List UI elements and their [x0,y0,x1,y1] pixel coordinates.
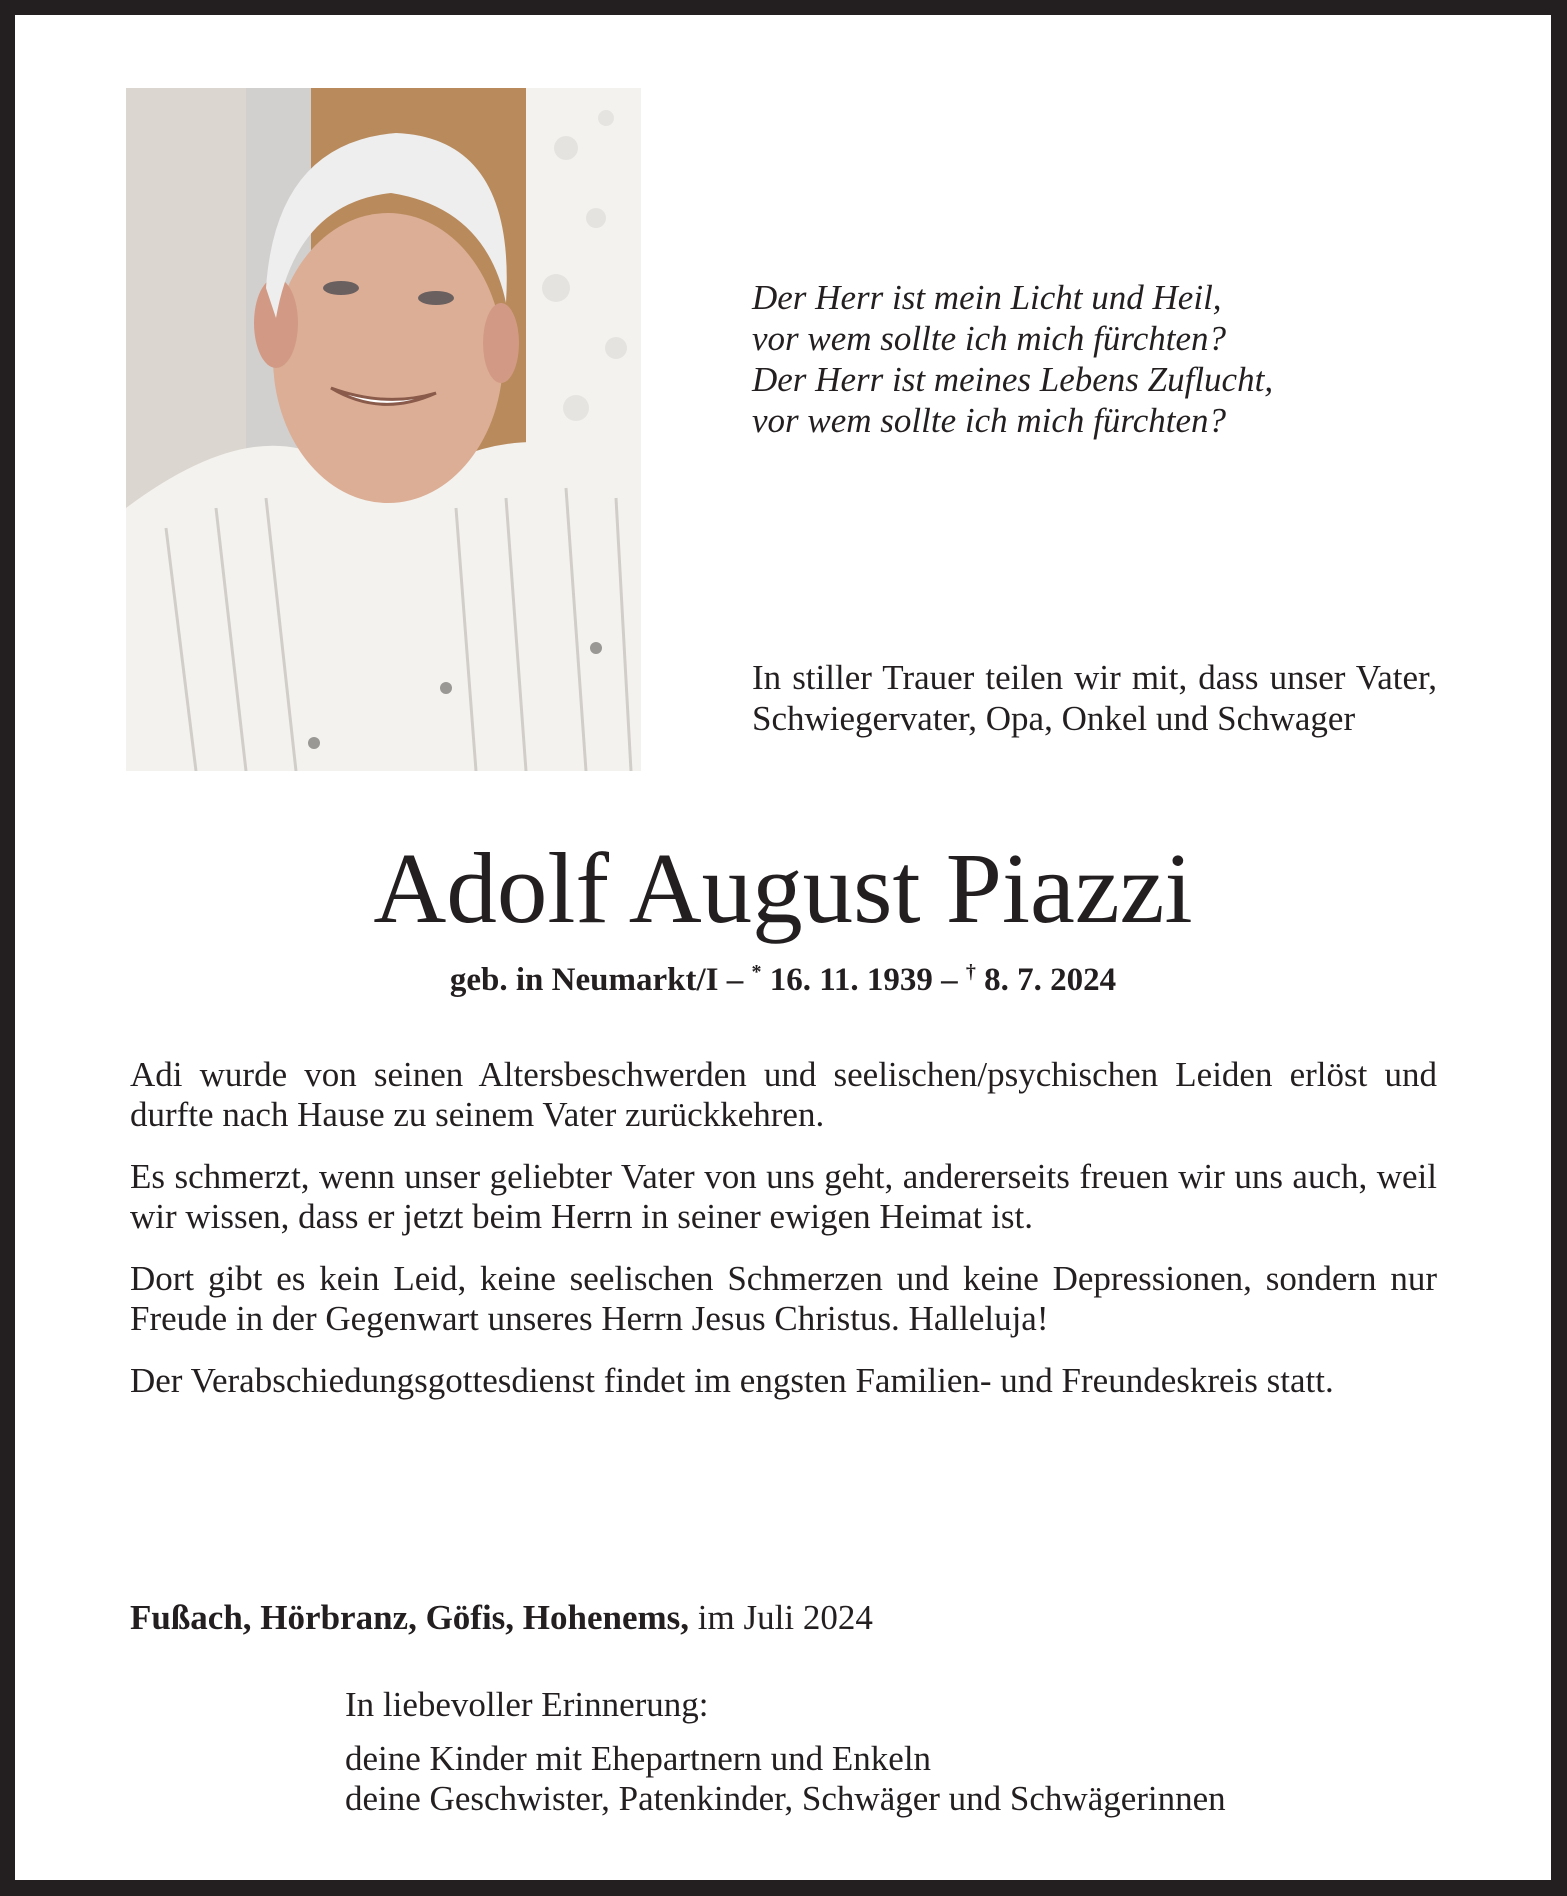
obituary-body [130,1055,1437,1423]
birth-star-icon: * [751,961,762,983]
body-paragraph: Adi wurde von seinen Altersbeschwerden und seelischen/psychischen Leiden erlöst und durfte nach Hause zu seinem Vater zurückkehren. [130,1055,1437,1134]
separator: – [718,962,752,998]
separator: – [932,962,966,998]
body-paragraph: Dort gibt es kein Leid, keine seelischen Schmerzen und keine Depressionen, sondern nur Freude in der Gegenwart unseres Herrn Jesus Christus. Halleluja! [130,1259,1437,1338]
closing-signature [345,1685,1226,1819]
quote-line: Der Herr ist meines Lebens Zuflucht, [752,360,1274,399]
date: im Juli 2024 [689,1598,873,1637]
quote-line: vor wem sollte ich mich fürchten? [752,319,1227,358]
life-dates [15,960,1551,1000]
signatory-line: deine Kinder mit Ehepartnern und Enkeln [345,1739,932,1778]
portrait-photo [126,88,641,771]
deceased-name: Adolf August Piazzi [373,832,1193,944]
death-date: 8. 7. 2024 [975,962,1117,998]
birth-date: 16. 11. 1939 [761,962,933,998]
portrait-image [126,88,641,771]
body-paragraph: Der Verabschiedungsgottesdienst findet im engsten Familien- und Freundeskreis statt. [130,1361,1334,1400]
places: Fußach, Hörbranz, Göfis, Hohenems, [130,1598,690,1637]
signatory-line: deine Geschwister, Patenkinder, Schwäger und Schwägerinnen [345,1779,1226,1818]
birthplace: geb. in Neumarkt/I [449,962,719,998]
body-paragraph: Es schmerzt, wenn unser geliebter Vater von uns geht, andererseits freuen wir uns auch, weil wir wissen, dass er jetzt beim Herrn in seiner ewigen Heimat ist. [130,1157,1437,1236]
quote-line: vor wem sollte ich mich fürchten? [752,401,1227,440]
bible-quote [752,277,1452,441]
death-cross-icon: † [965,961,976,983]
quote-line: Der Herr ist mein Licht und Heil, [752,278,1222,317]
place-date-line [130,1598,873,1638]
intro-text: In stiller Trauer teilen wir mit, dass unser Vater, Schwiegervater, Opa, Onkel und Schwager [752,658,1437,738]
closing-heading: In liebevoller Erinnerung: [345,1685,709,1724]
obituary-page [15,15,1551,1880]
